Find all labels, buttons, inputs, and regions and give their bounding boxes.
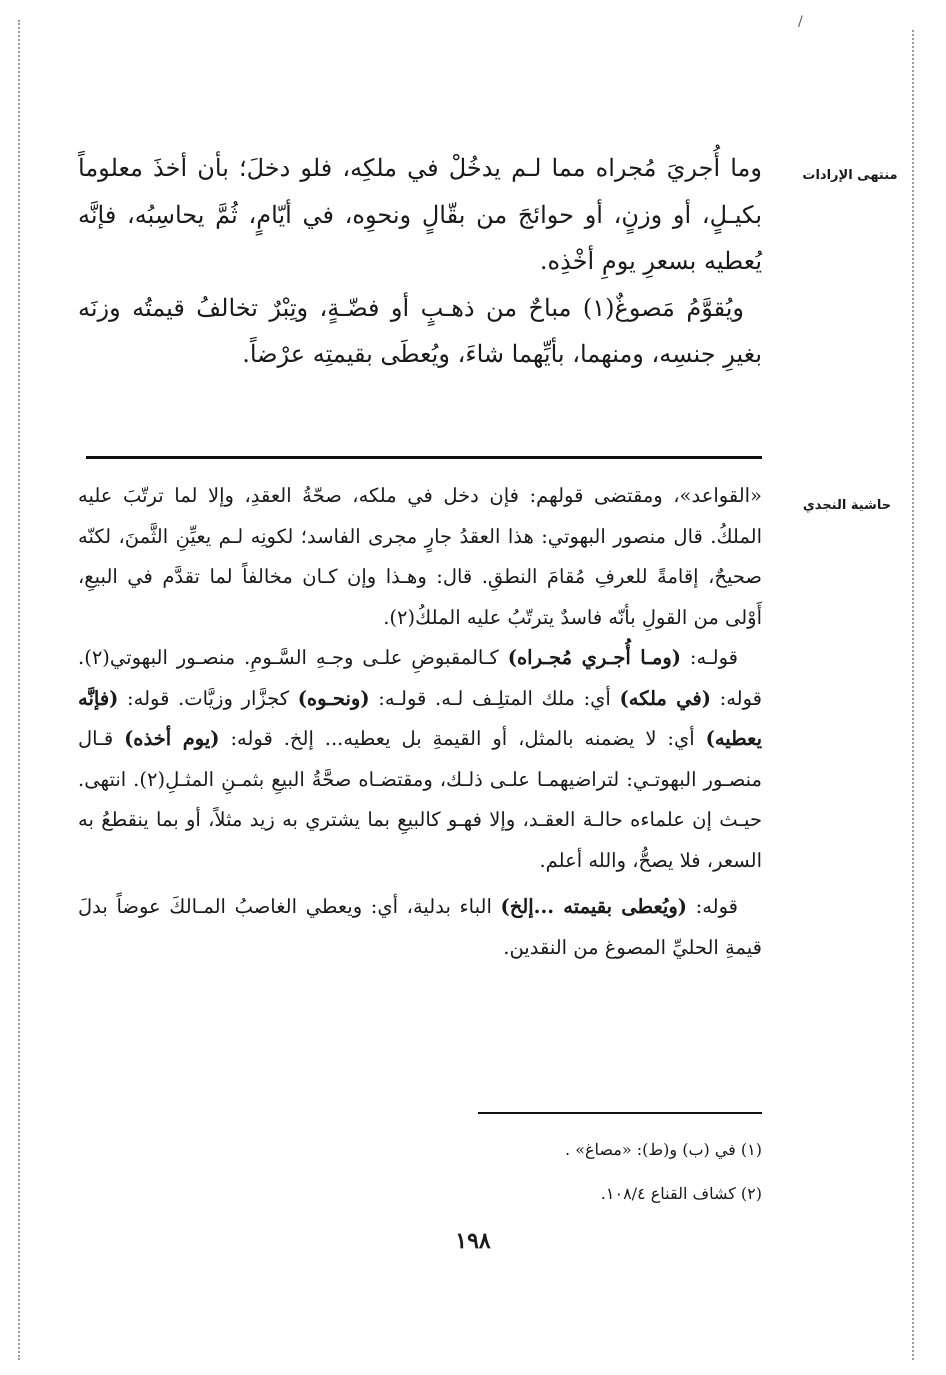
commentary-paragraph-3 bbox=[78, 887, 762, 968]
scan-dotted-line-right bbox=[912, 30, 914, 1360]
scan-mark: / bbox=[798, 14, 803, 30]
commentary-paragraph-1: «القواعد»، ومقتضى قولهم: فإن دخل في ملكه، صحّةُ العقدِ، وإلا لما ترتّبَ عليه الملكُ. قال منصور البهوتي: هذا العقدُ جارٍ مجرى الفاسد؛ لكونِه لـم يعيِّنِ الثَّمنَ، لكنّه صحيحٌ، إقامةً للعرفِ مُقامَ النطقِ. قال: وهـذا وإن كـان مخالفاً لما تقدَّم في البيعِ، أَوْلى من القولِ بأنّه فاسدٌ يترتّبُ عليه الملكُ(٢). bbox=[78, 484, 762, 629]
quoted-phrase: (في ملكه) bbox=[619, 686, 711, 710]
commentary-text: قوله: bbox=[687, 895, 738, 918]
commentary-text: أي: ملك المتلِـف لـه. قولـه: bbox=[369, 686, 620, 710]
commentary-text: أي: لا يضمنه بالمثل، أو القيمةِ بل يعطيه... إلخ. قوله: bbox=[219, 727, 706, 750]
quoted-phrase: (يوم أخذه) bbox=[124, 727, 220, 750]
commentary-text: كـالمقبوضِ علـى وجـهِ السَّـومِ. منصـور البهوتي(٢). قوله: bbox=[78, 646, 762, 710]
margin-label-main: منتهى الإرادات bbox=[802, 168, 898, 183]
commentary-text: قـال منصـور البهوتـي: لتراضيهمـا علـى ذلـك، ومقتضـاه صحَّةُ البيعِ بثمـنِ المثـلِ(٢). انتهى. حيـث إن علماءه حالـة العقـد، وإلا فهـو كالبيعِ بما يشتري به زيد مثلاً، أو بما ينقطعُ به السعر، فلا يصحُّ، والله أعلم. bbox=[78, 727, 762, 872]
commentary-text: الباء بدلية، أي: ويعطي الغاصبُ المـالكَ عوضاً بدلَ قيمةِ الحليِّ المصوغ من النقدين. bbox=[78, 895, 762, 959]
quoted-phrase: (ويُعطى بقيمته ...إلخ) bbox=[500, 895, 687, 918]
main-paragraph-2: ويُقوَّمُ مَصوغٌ(١) مباحٌ من ذهـبٍ أو فضّـةٍ، وتِبْرٌ تخالفُ قيمتُه وزنَه بغيرِ جنسِه، ومنهما، بأيِّهما شاءَ، ويُعطَى بقيمتِه عرْضاً. bbox=[78, 293, 762, 368]
margin-label-commentary: حاشية النجدي bbox=[802, 498, 892, 513]
main-paragraph-1: وما أُجريَ مُجراه مما لـم يدخُلْ في ملكِه، فلو دخلَ؛ بأن أخذَ معلوماً بكيـلٍ، أو وزنٍ، أو حوائجَ من بقّالٍ ونحوِه، في أيّامٍ، ثُمَّ يحاسِبُه، فإنَّه يُعطيه بسعرِ يومِ أخْذِه. bbox=[78, 154, 762, 275]
commentary-paragraph-2 bbox=[78, 638, 762, 881]
quoted-phrase: (ومـا أُجـري مُجـراه) bbox=[507, 646, 682, 669]
section-divider bbox=[86, 456, 762, 459]
commentary-text: كجزَّار وزيَّات. قوله: bbox=[118, 686, 298, 710]
commentary-block bbox=[78, 476, 762, 968]
footnote-rule bbox=[478, 1112, 762, 1114]
footnotes-block bbox=[78, 1128, 762, 1216]
quoted-phrase: (فإنَّه يعطيه) bbox=[78, 686, 763, 750]
footnote-2: (٢) كشاف القناع ١٠٨/٤. bbox=[600, 1184, 762, 1203]
page-number: ١٩٨ bbox=[455, 1228, 491, 1254]
commentary-text: قولـه: bbox=[681, 646, 738, 669]
scan-dotted-line-left bbox=[18, 20, 20, 1360]
quoted-phrase: (ونحـوه) bbox=[297, 686, 370, 710]
main-text-block bbox=[78, 145, 762, 378]
footnote-1: (١) في (ب) و(ط): «مصاغ» . bbox=[565, 1140, 762, 1159]
